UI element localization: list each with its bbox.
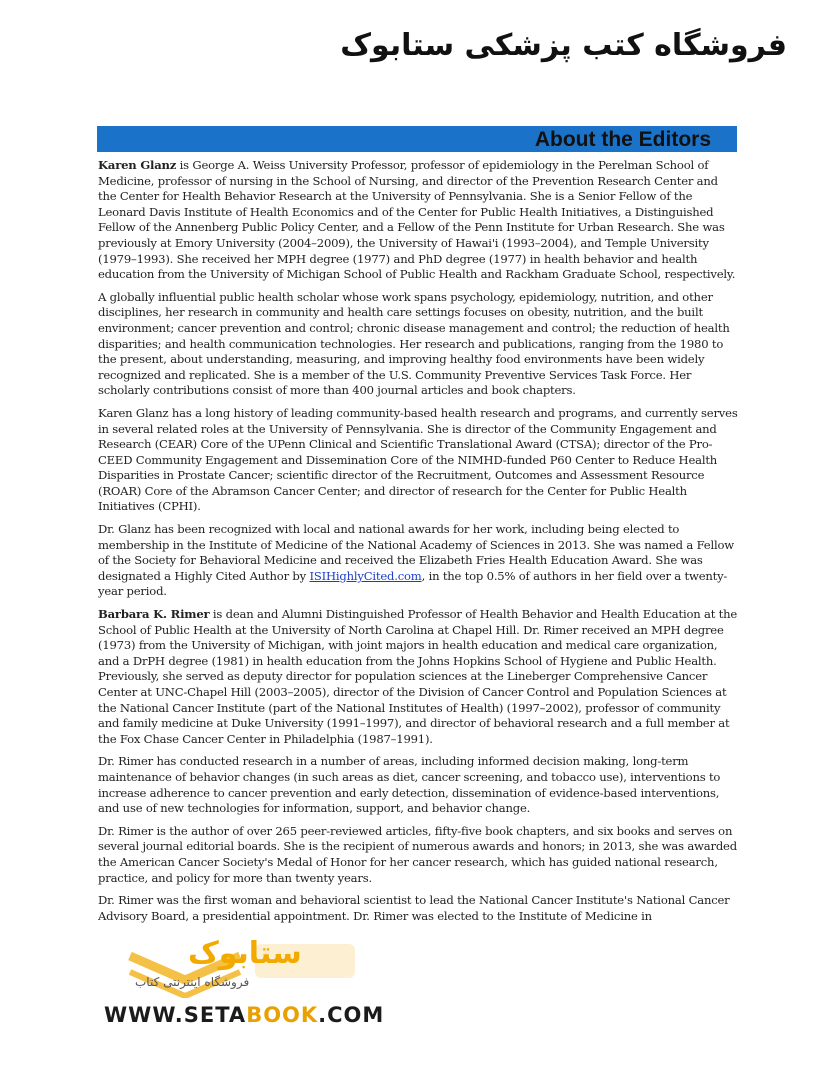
bio-paragraph [98, 754, 738, 816]
editors-bio [98, 158, 738, 978]
bio-paragraph [98, 893, 738, 924]
bio-paragraph [98, 522, 738, 600]
watermark-brand: ستابوک [188, 936, 302, 971]
paragraph-text: Dr. Glanz has been recognized with local and national awards for her work, including being elected to membership in the Institute of Medicine of the National Academy of Sciences in 2013. She was named a Fellow of the Society for Behavioral Medicine and received the Elizabeth Fries Health Education Award. She was designated a Highly Cited Author by [98, 522, 734, 583]
paragraph-text: is dean and Alumni Distinguished Professor of Health Behavior and Health Education at the School of Public Health at the University of North Carolina at Chapel Hill. Dr. Rimer received an MPH degree (1973) from the University of Michigan, with joint majors in health education and medical care organization, and a DrPH degree (1981) in health education from the Johns Hopkins School of Hygiene and Public Health. Previously, she served as deputy director for population sciences at the Lineberger Comprehensive Cancer Center at UNC-Chapel Hill (2003–2005), director of the Division of Cancer Control and Population Sciences at the National Cancer Institute (part of the National Institutes of Health) (1997–2002), professor of community and family medicine at Duke University (1991–1997), and director of behavioral research and a full member at the Fox Chase Cancer Center in Philadelphia (1987–1991). [98, 607, 738, 746]
bio-paragraph [98, 607, 738, 747]
bio-paragraph [98, 406, 738, 515]
paragraph-text: A globally influential public health scholar whose work spans psychology, epidemiology, nutrition, and other disciplines, her research in community and health care settings focuses on obesity, nutrition, and the built environment; cancer prevention and control; chronic disease management and control; the reduction of health disparities; and health communication technologies. Her research and publications, ranging from the 1980 to the present, about understanding, measuring, and improving healthy food environments have been widely recognized and replicated. She is a member of the U.S. Community Preventive Services Task Force. Her scholarly contributions consist of more than 400 journal articles and book chapters. [98, 289, 730, 398]
section-title-bar [97, 126, 737, 152]
website-suffix: .COM [318, 1003, 385, 1027]
website-accent: BOOK [246, 1003, 319, 1027]
paragraph-text: Dr. Rimer is the author of over 265 peer-reviewed articles, fifty-five book chapters, and six books and serves on several journal editorial boards. She is the recipient of numerous awards and honors; in 2013, she was awarded the American Cancer Society's Medal of Honor for her cancer research, which has guided national research, practice, and policy for more than twenty years. [98, 823, 737, 885]
paragraph-text: Dr. Rimer has conducted research in a number of areas, including informed decision making, long-term maintenance of behavior changes (in such areas as diet, cancer screening, and tobacco use), interventions to increase adherence to cancer prevention and early detection, dissemination of evidence-based interventions, and use of new technologies for information, support, and behavior change. [98, 754, 721, 816]
bio-paragraph [98, 290, 738, 399]
paragraph-text: is George A. Weiss University Professor, professor of epidemiology in the Perelman School of Medicine, professor of nursing in the School of Nursing, and director of the Prevention Research Center and the Center for Health Behavior Research at the University of Pennsylvania. She is a Senior Fellow of the Leonard Davis Institute of Health Economics and of the Center for Public Health Initiatives, a Distinguished Fellow of the Annenberg Public Policy Center, and a Fellow of the Penn Institute for Urban Research. She was previously at Emory University (2004–2009), the University of Hawai'i (1993–2004), and Temple University (1979–1993). She received her MPH degree (1977) and PhD degree (1977) in health behavior and health education from the University of Michigan School of Public Health and Rackham Graduate School, respectively. [98, 158, 736, 282]
website-url [104, 1003, 384, 1027]
paragraph-text: , in the top 0.5% of authors in her field over a twenty-year period. [98, 568, 728, 599]
bio-paragraph [98, 158, 738, 283]
isi-highly-cited-link[interactable]: ISIHighlyCited.com [309, 568, 422, 583]
editor-name: Barbara K. Rimer [98, 607, 210, 622]
editor-name: Karen Glanz [98, 158, 177, 172]
paragraph-text: Dr. Rimer was the first woman and behavioral scientist to lead the National Cancer Institute's National Cancer Advisory Board, a presidential appointment. Dr. Rimer was elected to the Institute of Medicine in [98, 893, 730, 923]
section-title: About the Editors [534, 128, 711, 151]
bio-paragraph [98, 824, 738, 886]
store-header: فروشگاه کتب پزشکی ستابوک [340, 28, 787, 63]
paragraph-text: Karen Glanz has a long history of leading community-based health research and programs, and currently serves in several related roles at the University of Pennsylvania. She is director of the Community Engagement and Research (CEAR) Core of the UPenn Clinical and Scientific Translational Award (CTSA); director of the Pro-CEED Community Engagement and Dissemination Core of the NIMHD-funded P60 Center to Reduce Health Disparities in Prostate Cancer; scientific director of the Recruitment, Outcomes and Assessment Resource (ROAR) Core of the Abramson Cancer Center; and director of research for the Center for Public Health Initiatives (CPHI). [98, 405, 738, 514]
watermark-tagline: فروشگاه اینترنتی کتاب [135, 975, 250, 989]
website-prefix: WWW.SETA [104, 1003, 247, 1027]
